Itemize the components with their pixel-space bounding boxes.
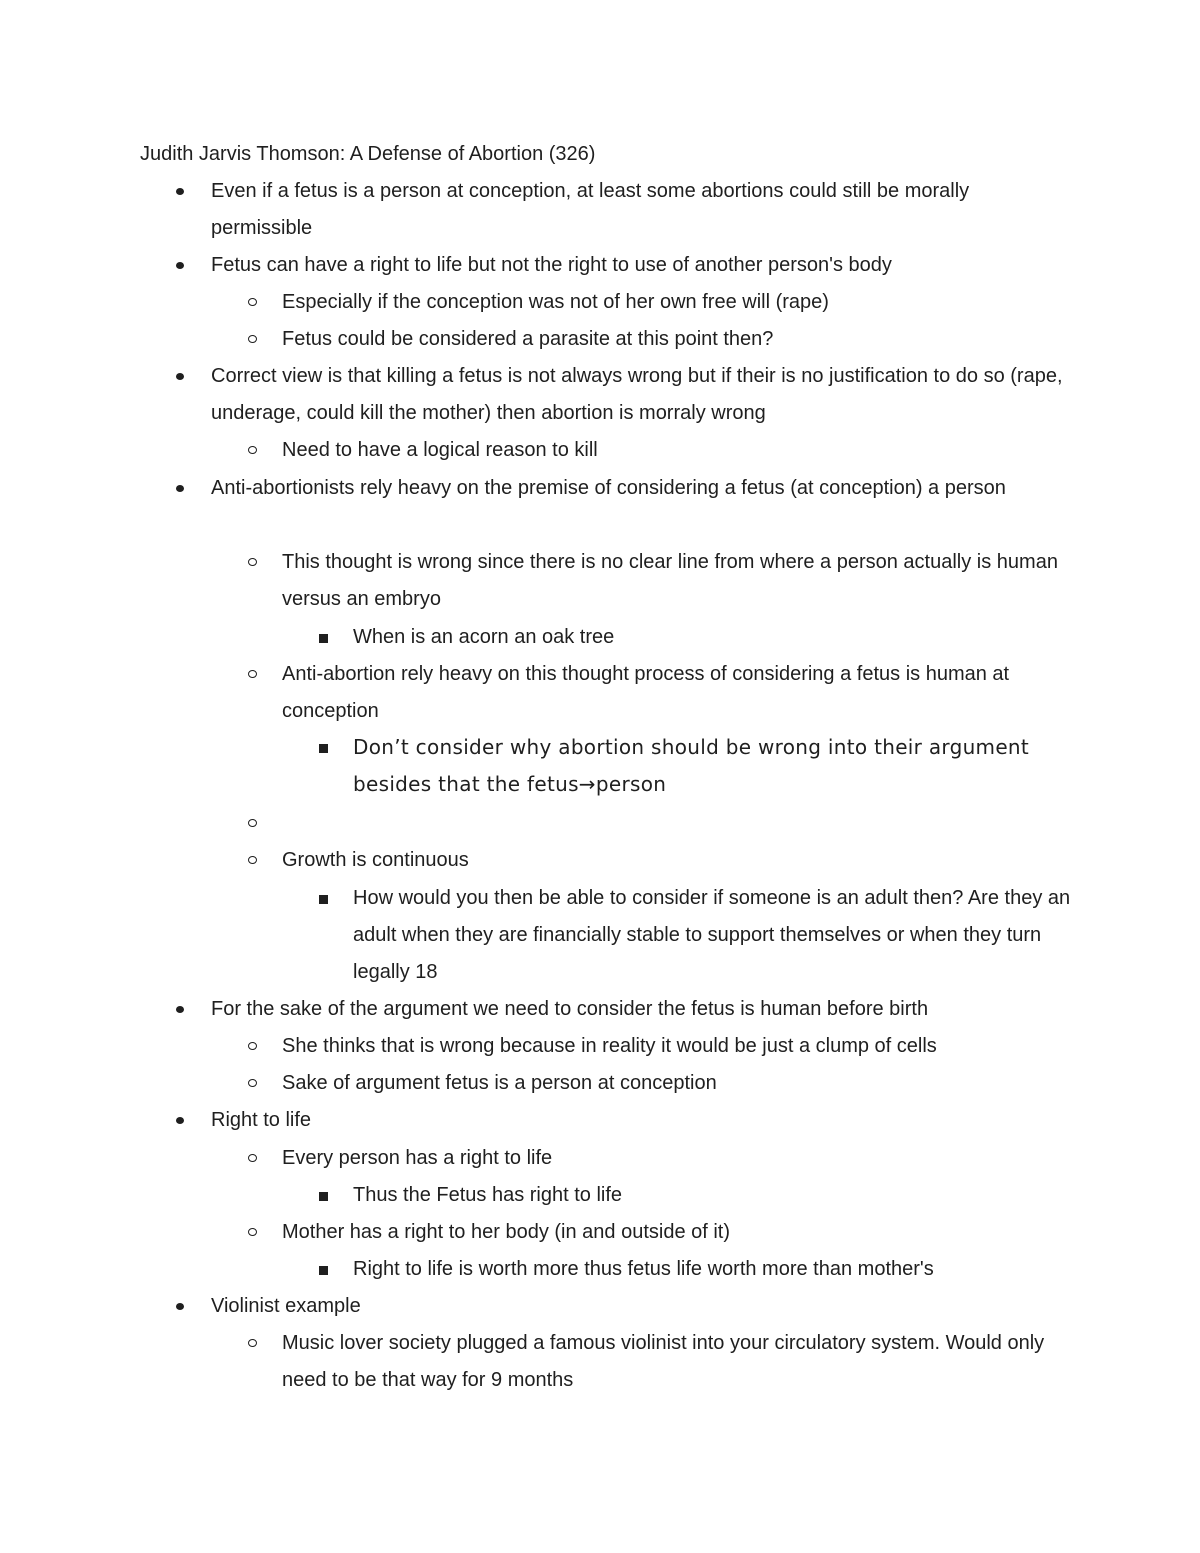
list-item: For the sake of the argument we need to consider the fetus is human before birth	[211, 991, 1071, 1028]
list-item: Fetus could be considered a parasite at this point then?	[282, 321, 1072, 358]
list-item: Even if a fetus is a person at conception, at least some abortions could still be morally permissible	[211, 173, 1071, 247]
list-item: How would you then be able to consider if someone is an adult then? Are they an adult when they are financially stable to support themselves or when they turn legally 18	[353, 880, 1073, 991]
bullet-circle-icon	[247, 432, 267, 469]
bullet-disc-icon	[175, 1288, 195, 1325]
list-item: Correct view is that killing a fetus is not always wrong but if their is no justification to do so (rape, underage, could kill the mother) then abortion is morraly wrong	[211, 358, 1071, 432]
list-item: She thinks that is wrong because in reality it would be just a clump of cells	[282, 1028, 1072, 1065]
bullet-disc-icon	[175, 358, 195, 395]
bullet-circle-icon	[247, 656, 267, 693]
bullet-circle-icon	[247, 842, 267, 879]
list-item: Sake of argument fetus is a person at conception	[282, 1065, 1072, 1102]
bullet-circle-icon	[247, 1214, 267, 1251]
bullet-circle-icon	[247, 544, 267, 581]
document-title: Judith Jarvis Thomson: A Defense of Abortion (326)	[140, 143, 596, 165]
bullet-square-icon	[317, 1177, 337, 1214]
list-item: Music lover society plugged a famous violinist into your circulatory system. Would only need to be that way for 9 months	[282, 1325, 1072, 1399]
bullet-disc-icon	[175, 247, 195, 284]
list-item: When is an acorn an oak tree	[353, 619, 1073, 656]
bullet-square-icon	[317, 1251, 337, 1288]
list-item: Need to have a logical reason to kill	[282, 432, 1072, 469]
list-item: Right to life is worth more thus fetus life worth more than mother's	[353, 1251, 1073, 1288]
list-item: Every person has a right to life	[282, 1140, 1072, 1177]
list-item: Fetus can have a right to life but not the right to use of another person's body	[211, 247, 1071, 284]
bullet-circle-icon	[247, 1325, 267, 1362]
list-item: Growth is continuous	[282, 842, 1072, 879]
bullet-disc-icon	[175, 470, 195, 507]
list-item: This thought is wrong since there is no clear line from where a person actually is human versus an embryo	[282, 544, 1072, 618]
bullet-circle-icon	[247, 321, 267, 358]
bullet-square-icon	[317, 729, 337, 766]
bullet-disc-icon	[175, 991, 195, 1028]
bullet-disc-icon	[175, 1102, 195, 1139]
bullet-circle-icon	[247, 805, 267, 842]
list-item: Especially if the conception was not of her own free will (rape)	[282, 284, 1072, 321]
bullet-circle-icon	[247, 1140, 267, 1177]
list-item: Anti-abortionists rely heavy on the premise of considering a fetus (at conception) a person	[211, 470, 1071, 507]
list-item: Anti-abortion rely heavy on this thought process of considering a fetus is human at conception	[282, 656, 1072, 730]
bullet-circle-icon	[247, 1028, 267, 1065]
list-item: Thus the Fetus has right to life	[353, 1177, 1073, 1214]
bullet-circle-icon	[247, 284, 267, 321]
list-item: Mother has a right to her body (in and outside of it)	[282, 1214, 1072, 1251]
list-item: Violinist example	[211, 1288, 1071, 1325]
bullet-circle-icon	[247, 1065, 267, 1102]
list-item: Don’t consider why abortion should be wrong into their argument besides that the fetus→person	[353, 729, 1073, 803]
bullet-disc-icon	[175, 173, 195, 210]
list-item: Right to life	[211, 1102, 1071, 1139]
bullet-square-icon	[317, 880, 337, 917]
bullet-square-icon	[317, 619, 337, 656]
